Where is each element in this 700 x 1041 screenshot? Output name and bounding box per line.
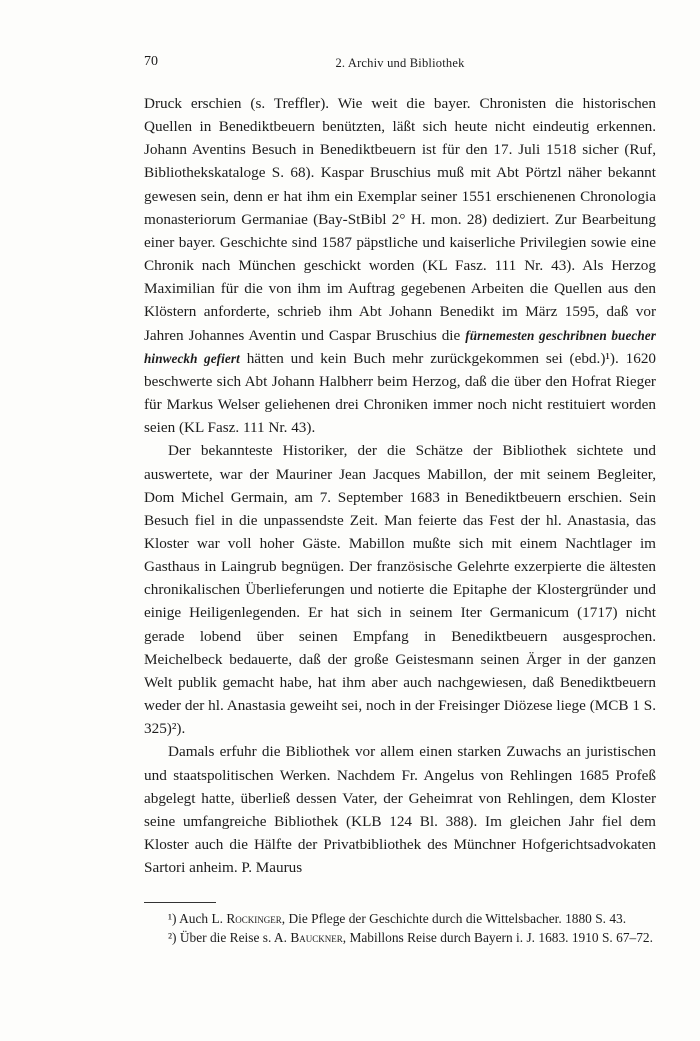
paragraph-1-text-a: Druck erschien (s. Treffler). Wie weit die bayer. Chronisten die historischen Quellen in Benediktbeuern benützten, läßt sich heute nicht eindeutig erkennen. Johann Aventins Besuch in Benediktbeuern ist für den 17. Juli 1518 sicher (Ruf, Bibliothekskataloge S. 68). Kaspar Bruschius muß mit Abt Pörtzl näher bekannt gewesen sein, denn er hat ihm ein Exemplar seiner 1551 erschienenen Chronologia monasteriorum Germaniae (Bay-StBibl 2° H. mon. 28) dediziert. Zur Bearbeitung einer bayer. Geschichte sind 1587 päpstliche und kaiserliche Privilegien sowie eine Chronik nach München geschickt worden (KL Fasz. 111 Nr. 43). Als Herzog Maximilian für die von ihm im Auftrag gegebenen Arbeiten die Quellen aus den Klöstern anforderte, schrieb ihm Abt Johann Benedikt im März 1595, daß vor Jahren Johannes Aventin und Caspar Bruschius die — [144, 95, 656, 344]
footnote-1-marker: ¹) — [168, 911, 177, 927]
paragraph-3: Damals erfuhr die Bibliothek vor allem einen starken Zuwachs an juristischen und staatspolitischen Werken. Nachdem Fr. Angelus von Rehlingen 1685 Profeß abgelegt hatte, überließ dessen Vater, der Geheimrat von Rehlingen, dem Kloster seine umfangreiche Bibliothek (KLB 124 Bl. 388). Im gleichen Jahr fiel dem Kloster auch die Hälfte der Privatbibliothek des Münchner Hofgerichtsadvokaten Sartori anheim. P. Maurus — [144, 743, 656, 877]
footnote-2 — [144, 928, 656, 947]
emphasized-quote: fürnemesten geschribnen buecher hinweckh gefiert — [144, 327, 656, 366]
book-page — [144, 54, 656, 947]
footnote-2-prefix: Über die Reise s. A. — [179, 930, 287, 946]
body-text — [144, 92, 656, 879]
footnotes — [144, 909, 656, 947]
footnote-2-marker: ²) — [168, 930, 177, 946]
footnote-2-text: , Mabillons Reise durch Bayern i. J. 1683. 1910 S. 67–72. — [342, 930, 653, 946]
footnote-2-author: Bauckner — [290, 930, 343, 946]
footnote-1 — [144, 909, 656, 928]
paragraph-1 — [144, 92, 656, 439]
running-head — [144, 54, 656, 76]
chapter-title: 2. Archiv und Bibliothek — [335, 56, 465, 70]
footnote-divider — [144, 902, 216, 903]
footnote-1-prefix: Auch L. — [179, 911, 223, 927]
footnote-1-author: Rockinger — [226, 911, 282, 927]
footnote-1-text: , Die Pflege der Geschichte durch die Wittelsbacher. 1880 S. 43. — [281, 911, 627, 927]
page-number: 70 — [144, 54, 158, 69]
paragraph-2: Der bekannteste Historiker, der die Schätze der Bibliothek sichtete und auswertete, war der Mauriner Jean Jacques Mabillon, der mit seinem Begleiter, Dom Michel Germain, am 7. September 1683 in Benediktbeuern erschien. Sein Besuch fiel in die unpassendste Zeit. Man feierte das Fest der hl. Anastasia, das Kloster war voll hoher Gäste. Mabillon mußte sich mit einem Nachtlager im Gasthaus in Laingrub begnügen. Der französische Gelehrte exzerpierte die ältesten chronikalischen Überlieferungen und notierte die Epitaphe der Klostergründer und einige Heiligenlegenden. Er hat sich in seinem Iter Germanicum (1717) nicht gerade lobend über seinen Empfang in Benediktbeuern ausgesprochen. Meichelbeck bedauerte, daß der große Geistesmann seinen Ärger in der ganzen Welt publik gemacht habe, hat ihm aber auch nachgewiesen, daß Benediktbeuern weder der hl. Anastasia geweiht sei, noch in der Freisinger Diözese liege (MCB 1 S. 325)²). — [144, 442, 656, 738]
paragraph-1-text-b: hätten und kein Buch mehr zurückgekommen sei (ebd.)¹). 1620 beschwerte sich Abt Johann Halbherr beim Herzog, daß die über den Hofrat Rieger für Markus Welser geliehenen drei Chroniken immer noch nicht restituiert worden seien (KL Fasz. 111 Nr. 43). — [144, 349, 657, 437]
